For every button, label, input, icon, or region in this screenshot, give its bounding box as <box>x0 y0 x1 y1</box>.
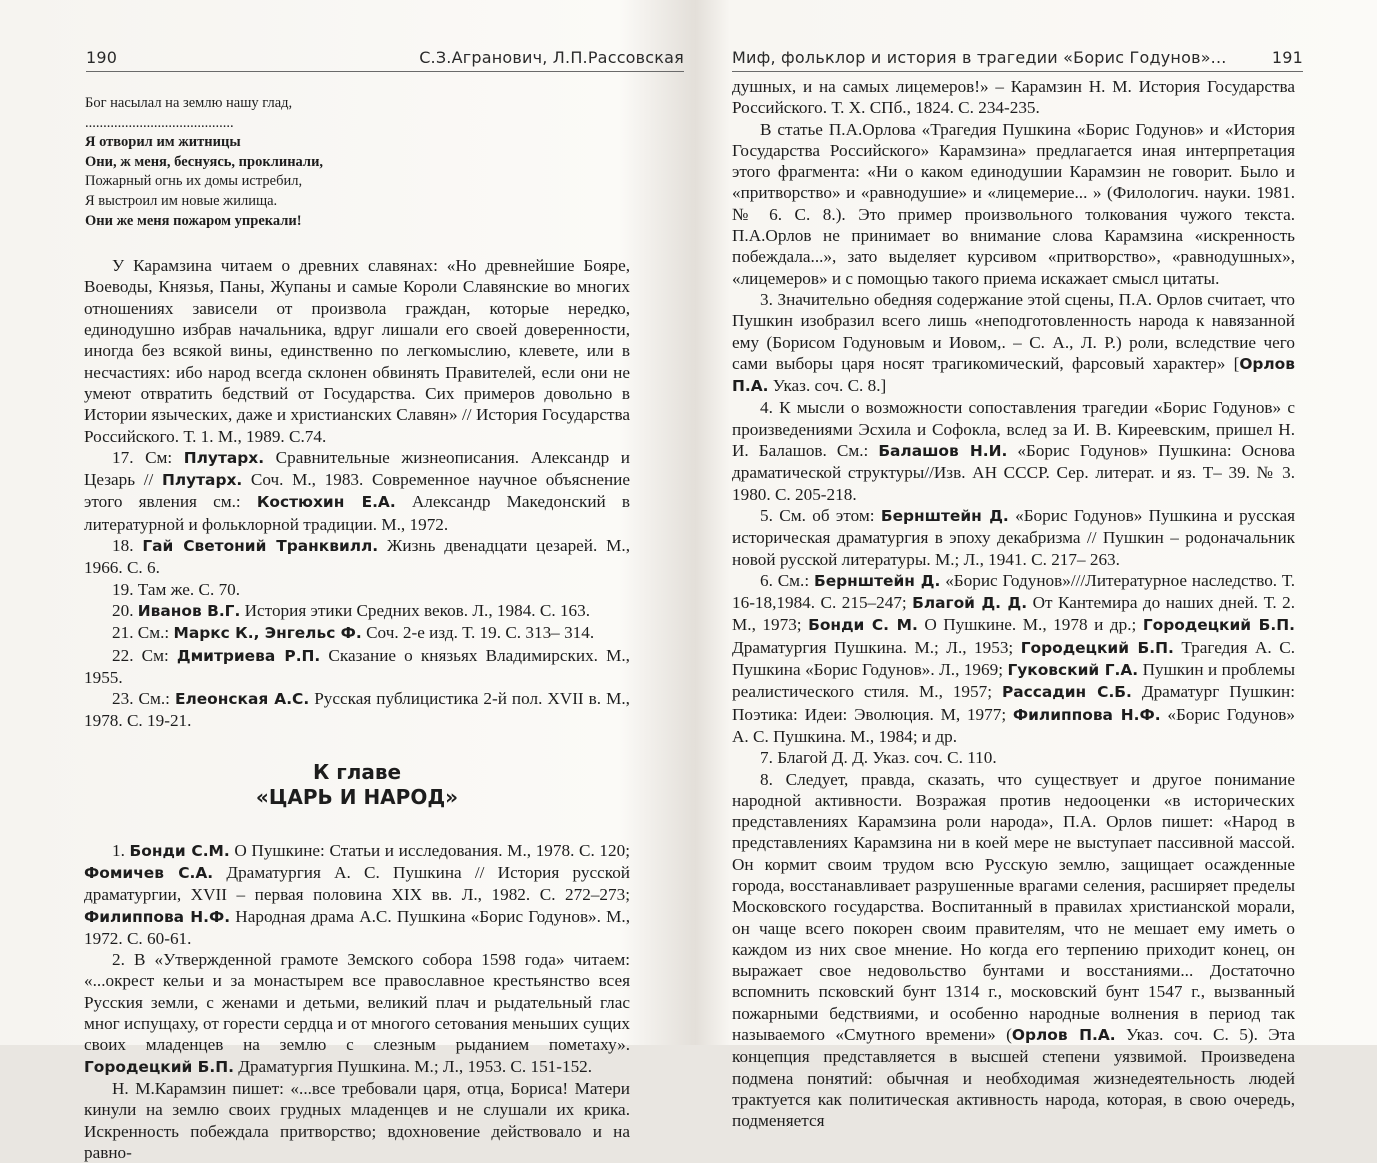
poem-line: Они же меня пожаром упрекали! <box>85 212 302 229</box>
page-number: 190 <box>86 48 118 67</box>
text-run: Народная драма А.С. Пушкина «Борис Годунов». М., 1972. С. 60-61. <box>84 906 630 948</box>
paragraph <box>84 688 630 732</box>
poem-line: Бог насылал на землю нашу глад, <box>85 95 293 111</box>
text-run: «Борис Годунов» Пушкина и русская историческая драматургия в эпоху декабризма // Пушкин – родоначальник новой русской литературы. М.; Л., 1941. С. 217– 263. <box>732 505 1295 569</box>
poem-line: ......................................... <box>85 114 234 131</box>
author-name: Бонди С.М. <box>129 841 230 860</box>
paragraph <box>84 1078 630 1163</box>
author-name: Филиппова Н.Ф. <box>84 907 231 926</box>
author-name: Орлов П.А. <box>1011 1026 1116 1045</box>
paragraph <box>84 840 630 949</box>
text-run: 23. См.: <box>112 689 175 709</box>
paragraph <box>732 570 1295 747</box>
author-name: Плутарх. <box>161 471 243 490</box>
text-run: 18. <box>112 536 143 556</box>
text-run: 20. <box>112 600 138 620</box>
text-run: Драматургия Пушкина. М.; Л., 1953. С. 151-152. <box>233 1056 593 1076</box>
paragraph <box>732 119 1295 289</box>
paragraph <box>84 645 630 689</box>
paragraph <box>84 949 630 1078</box>
author-name: Маркс К., Энгельс Ф. <box>173 624 362 643</box>
paragraph <box>732 747 1295 768</box>
author-name: Рассадин С.Б. <box>1001 683 1132 702</box>
text-run: Указ. соч. С. 8.] <box>768 376 887 396</box>
paragraph <box>84 600 630 622</box>
notes-text <box>84 255 630 732</box>
author-name: Балашов Н.И. <box>878 442 1008 461</box>
author-name: Костюхин Е.А. <box>256 493 396 512</box>
page-number: 191 <box>1271 48 1303 67</box>
paragraph <box>732 289 1295 397</box>
text-run: Указ. соч. С. 5). Эта концепция представляется в высшей степени уязвимой. Произведена подмена понятий: обычная и необходимая жизнедеятельность людей трактуется как политическая активность народа, которая, в свою очередь, подменяется <box>732 1025 1295 1131</box>
text-run: От Кантемира до наших дней. Т. 2. М., 1973; <box>732 593 1295 635</box>
poem-epigraph <box>85 94 630 231</box>
chapter-heading <box>84 760 630 810</box>
author-name: Городецкий Б.П. <box>1142 616 1295 635</box>
text-run: душных, и на самых лицемеров!» – Карамзин Н. М. История Государства Российского. Т. Х. СПб., 1824. С. 234-235. <box>732 77 1295 118</box>
text-run: «Борис Годунов» А. С. Пушкина. М., 1984; и др. <box>732 704 1296 746</box>
text-run: Драматургия Пушкина. М.; Л., 1953; <box>732 637 1021 657</box>
text-run: У Карамзина читаем о древних славянах: «Но древнейшие Бояре, Воеводы, Князья, Паны, Жупаны и самые Короли Славянские во многих отношениях зависели от произвола граждан, которые нередко, единодушно избрав начальника, вдруг лишали его своей доверенности, иногда без всякой вины, единственно по легкомыслию, клевете, или в несчастиях: ибо народ всегда склонен обвинять Правителей, если они не умеют отвратить бедствий от Государства. Сих примеров довольно в Истории языческих, даже и христианских Славян» // История Государства Российского. Т. 1. М., 1989. С.74. <box>84 256 630 446</box>
text-run: 3. Значительно обедняя содержание этой сцены, П.А. Орлов считает, что Пушкин изобразил всего лишь «неподготовленность народа к навязанной ему (Борисом Годуновым и Иовом,. – С. А., Л. Р.) роли, вследствие чего сами выборы царя носят трагикомический, фарсовый характер» [ <box>732 289 1295 373</box>
poem-line: Я выстроил им новые жилища. <box>85 192 278 209</box>
paragraph <box>84 622 630 644</box>
text-run: В статье П.А.Орлова «Трагедия Пушкина «Борис Годунов» и «История Государства Российского» Карамзина» предлагается иная интерпретация этого фрагмента: «Ни о каком единодушии Карамзин не говорит. Было и «притворство» и «равнодушие» и «лицемерие... » (Филологич. науки. 1981. № 6. С. 8.). Это пример произвольного толкования чужого текста. П.А.Орлов не принимает во внимание слова Карамзина «искренность побеждала...», зато выделяет курсивом «притворство», «равнодушных», «лицемеров» и с помощью такого приема искажает смысл цитаты. <box>732 119 1295 288</box>
text-run: Русская публицистика 2-й пол. XVII в. М., 1978. С. 19-21. <box>84 689 630 731</box>
paragraph <box>84 255 630 447</box>
poem-line: Я отворил им житницы <box>85 134 241 151</box>
text-run: Соч. 2-е изд. Т. 19. С. 313– 314. <box>361 623 595 643</box>
author-name: Гуковский Г.А. <box>1007 661 1139 680</box>
text-run: Сказание о князьях Владимирских. М., 1955. <box>84 645 630 687</box>
paragraph <box>84 579 630 600</box>
paragraph <box>84 535 630 579</box>
text-run: 6. См.: <box>760 570 814 590</box>
text-run: 7. Благой Д. Д. Указ. соч. С. 110. <box>760 748 997 768</box>
chapter-title: «ЦАРЬ И НАРОД» <box>255 784 459 809</box>
author-name: Городецкий Б.П. <box>1020 638 1174 657</box>
text-run: 22. См: <box>112 645 177 665</box>
paragraph <box>732 505 1295 570</box>
author-name: Плутарх. <box>183 448 265 467</box>
text-run: 4. К мысли о возможности сопоставления трагедии «Борис Годунов» с произведениями Эсхила и Софокла, вслед за И. В. Киреевским, пришел Н. И. Балашов. См.: <box>732 398 1295 461</box>
poem-line: Пожарный огнь их домы истребил, <box>85 173 303 190</box>
text-run: Соч. М., 1983. Современное научное объяснение этого явления см.: <box>84 470 630 512</box>
paragraph <box>732 397 1295 504</box>
paragraph <box>732 769 1295 1132</box>
right-page <box>688 0 1377 1131</box>
left-page <box>0 0 688 1162</box>
text-run: Пушкин и проблемы реалистического стиля. М., 1957; <box>732 660 1295 702</box>
text-run: Трагедия А. С. Пушкина «Борис Годунов». Л., 1969; <box>732 637 1295 680</box>
text-run: 1. <box>112 840 130 860</box>
author-name: Городецкий Б.П. <box>84 1057 234 1076</box>
text-run: 21. См.: <box>112 623 174 643</box>
text-run: 5. См. об этом: <box>760 505 881 525</box>
author-name: Фомичев С.А. <box>84 863 214 882</box>
author-name: Филиппова Н.Ф. <box>1012 705 1161 724</box>
text-run: История этики Средних веков. Л., 1984. С. 163. <box>240 600 591 620</box>
header-title: Миф, фольклор и история в трагедии «Борис Годунов»... <box>732 48 1227 67</box>
text-run: Драматургия А. С. Пушкина // История русской драматургии, XVII – первая половина XIX вв. Л., 1982. С. 272–273; <box>84 862 630 905</box>
paragraph <box>84 447 630 535</box>
text-run: 8. Следует, правда, сказать, что существует и другое понимание народной активности. Возражая против недооценки «в исторических представлениях Карамзина роли народа», П.А. Орлов пишет: «Народ в представлениях Карамзина ни в коей мере не выступает пассивной массой. Он кормит своим трудом всю Русскую землю, защищает осажденные города, восстанавливает разрушенные врагами селения, расширяет пределы Московского государства. Воспитанный в правилах христианской морали, он чаще всего покорен своим правителям, что не мешает ему иметь о каждом из них свое мнение. Но когда его терпению приходит конец, он выражает свое недовольство бунтами и восстаниями... Достаточно вспомнить псковский бунт 1314 г., московский бунт 1547 г., вызванный пожарными бедствиями, и особенно народные волнения в период так называемого «Смутного времени» ( <box>732 769 1295 1045</box>
text-run: «Борис Годунов»///Литературное наследство. Т. 16-18,1984. С. 215–247; <box>732 570 1295 613</box>
chapter-notes <box>84 840 630 1163</box>
author-name: Орлов П.А. <box>732 354 1295 396</box>
text-run: Н. М.Карамзин пишет: «...все требовали царя, отца, Бориса! Матери кинули на землю своих грудных младенцев и не слушали их крика. Искренность побеждала притворство; вдохновение действовало и на равно- <box>84 1078 630 1162</box>
author-name: Дмитриева Р.П. <box>176 646 321 665</box>
text-run: 17. См: <box>112 447 184 467</box>
text-run: Жизнь двенадцати цезарей. М., 1966. С. 6. <box>84 536 630 578</box>
text-run: Александр Македонский в литературной и фольклорной традиции. М., 1972. <box>84 492 630 534</box>
chapter-heading-line-1: К главе <box>312 759 402 784</box>
text-run: О Пушкине. М., 1978 и др.; <box>917 615 1143 635</box>
author-name: Бернштейн Д. <box>880 506 1009 525</box>
author-name: Иванов В.Г. <box>137 601 241 620</box>
author-name: Бонди С. М. <box>808 616 918 635</box>
text-run: «Борис Годунов» Пушкина: Основа драматической структуры//Изв. АН СССР. Сер. литерат. и яз. Т– 39. № 3. 1980. С. 205-218. <box>732 441 1295 504</box>
poem-line: Они, ж меня, беснуясь, проклинали, <box>85 153 324 170</box>
text-run: 2. В «Утвержденной грамоте Земского собора 1598 года» читаем: «...окрест кельи и за монастырем все православное крестьянство всея Русския земли, с женами и детьми, великий плач и рыдательный глас мног испущаху, от горести сердца и от многого сетования меньших сущих своих младенцев на землю с слезным рыданием пометаху». <box>84 950 630 1055</box>
author-name: Бернштейн Д. <box>813 571 941 590</box>
text-run: Драматург Пушкин: Поэтика: Идеи: Эволюция. М, 1977; <box>732 682 1295 724</box>
paragraph <box>732 76 1295 119</box>
text-run: О Пушкине: Статьи и исследования. М., 1978. С. 120; <box>229 840 630 860</box>
running-header <box>732 48 1303 72</box>
author-name: Гай Светоний Транквилл. <box>142 537 379 556</box>
running-header <box>86 48 684 72</box>
notes-text <box>732 76 1295 1132</box>
author-name: Елеонская А.С. <box>174 690 310 709</box>
header-author: С.З.Агранович, Л.П.Рассовская <box>419 48 684 67</box>
author-name: Благой Д. Д. <box>912 594 1028 613</box>
text-run: 19. Там же. С. 70. <box>112 579 241 599</box>
text-run: Сравнительные жизнеописания. Александр и Цезарь // <box>84 447 630 490</box>
